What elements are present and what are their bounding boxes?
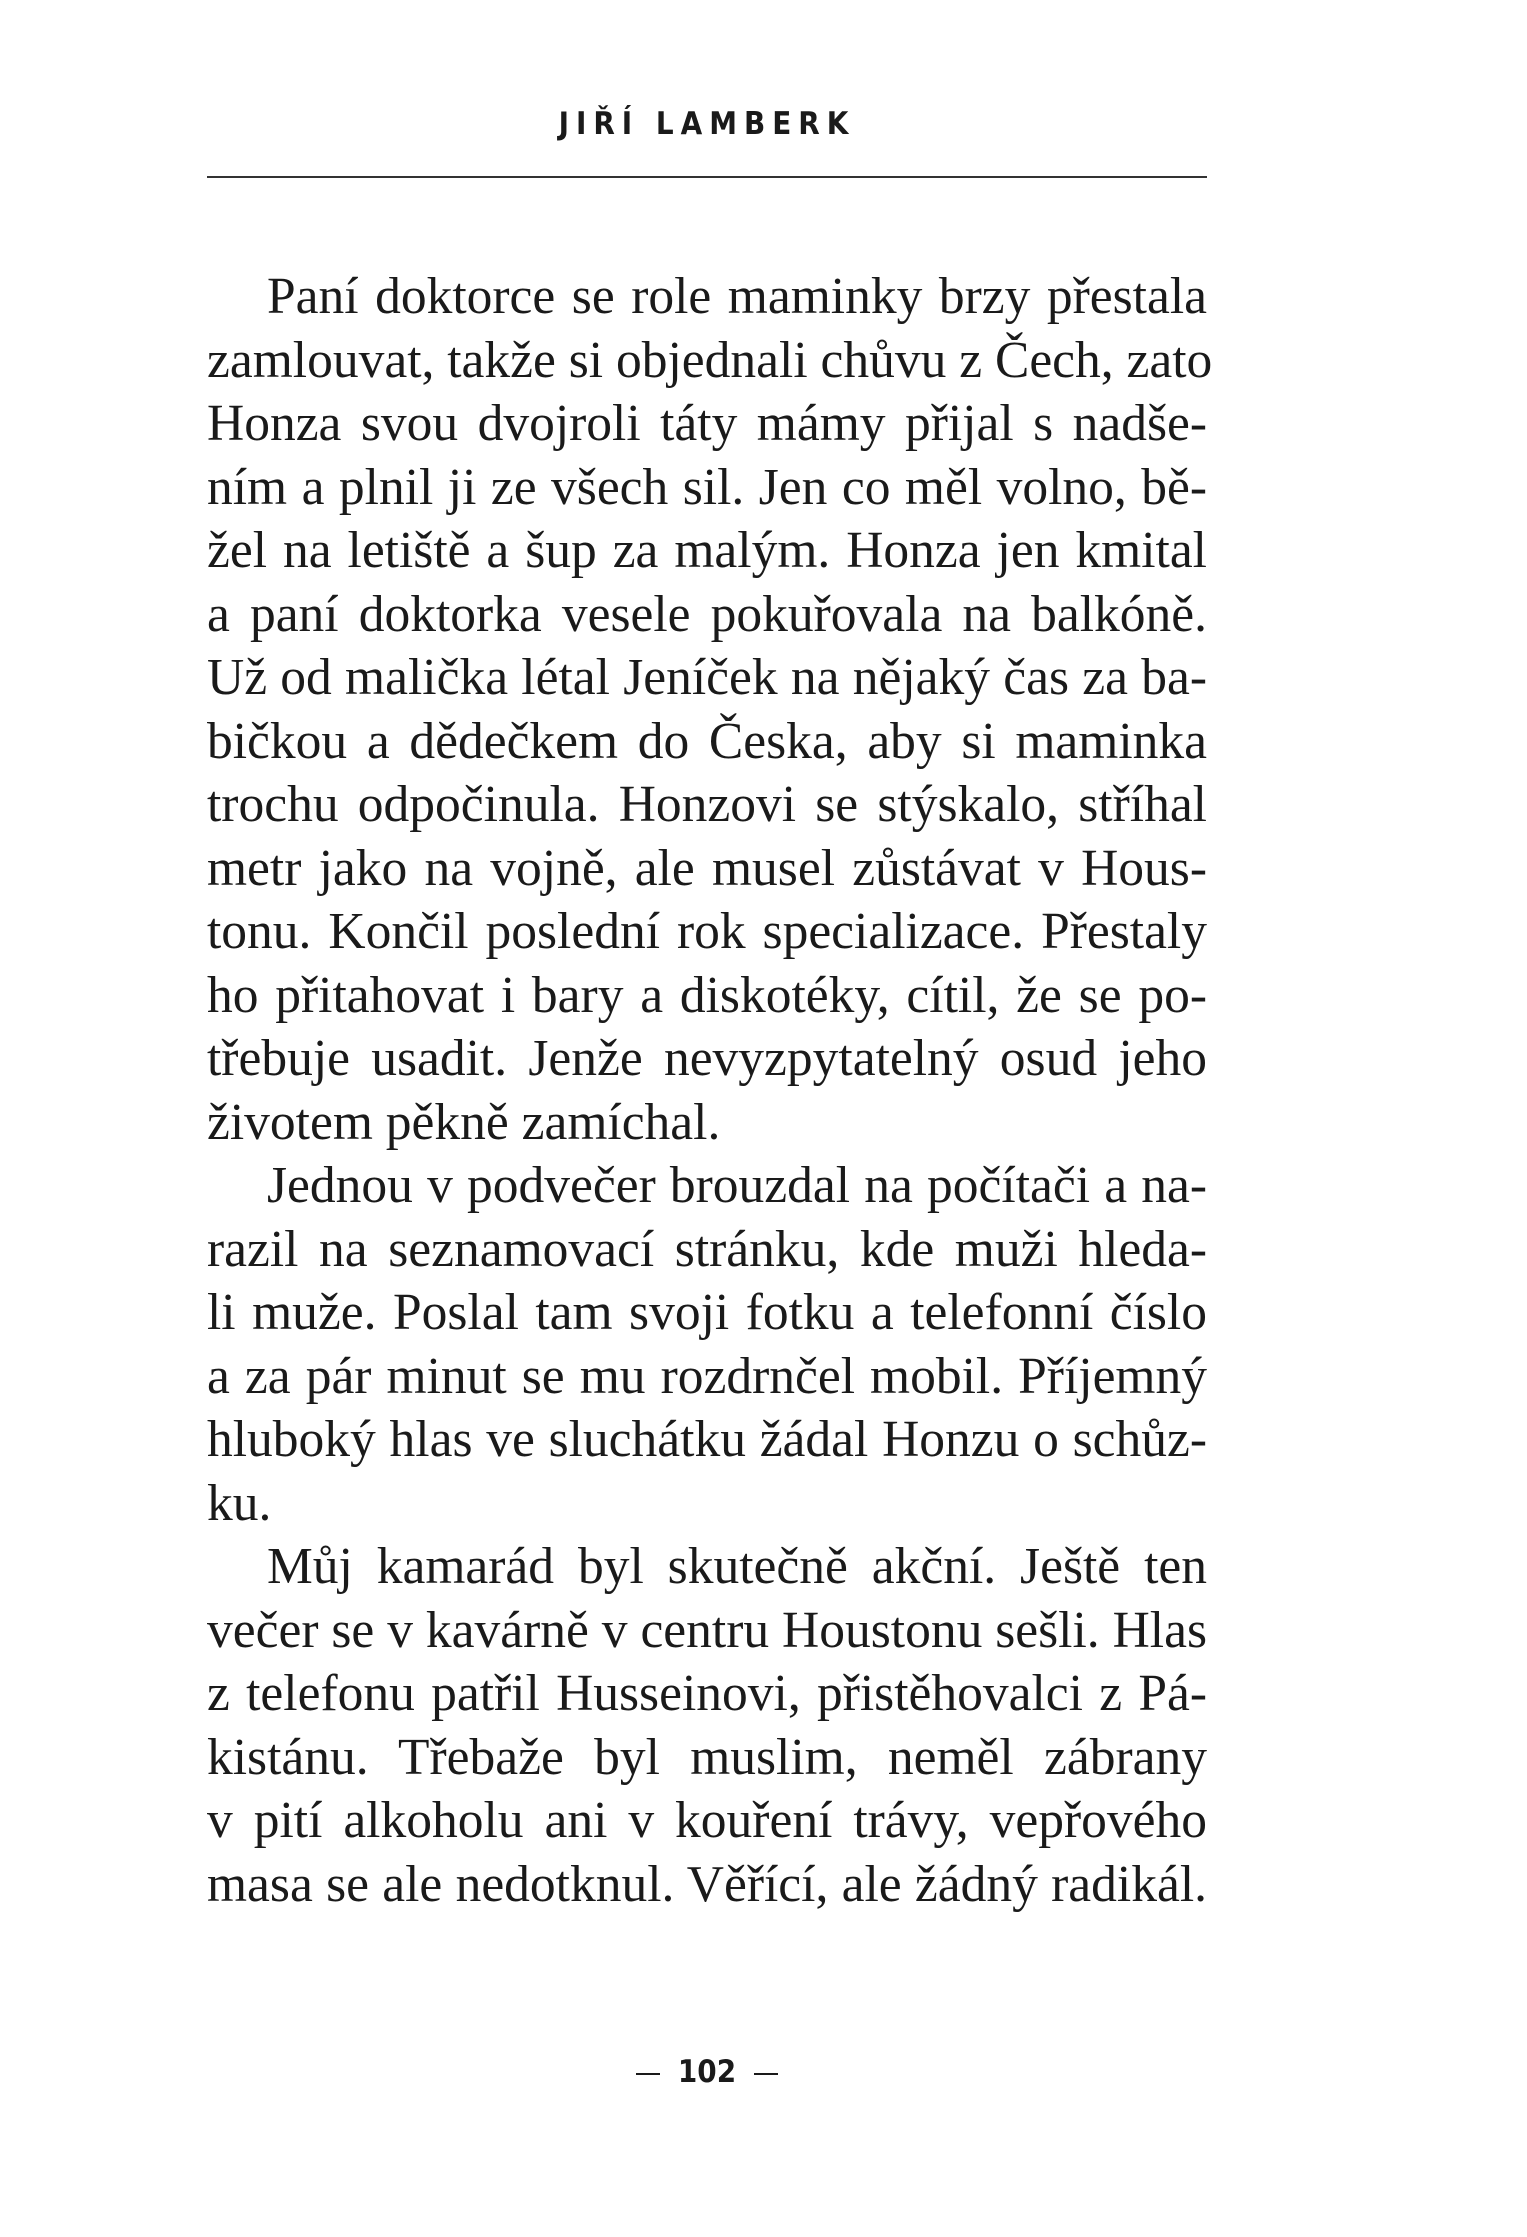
body-text bbox=[207, 265, 1213, 1916]
text-line: zamlouvat, takže si objednali chůvu z Čech, zato bbox=[207, 331, 1213, 389]
text-line: večer se v kavárně v centru Houstonu sešli. Hlas bbox=[207, 1601, 1207, 1659]
header-rule bbox=[207, 176, 1207, 178]
paragraph-3 bbox=[207, 1535, 1207, 1916]
text-line: bičkou a dědečkem do Česka, aby si maminka bbox=[207, 712, 1207, 770]
paragraph-2 bbox=[207, 1154, 1207, 1535]
paragraph-1 bbox=[207, 265, 1213, 1154]
text-line: Honza svou dvojroli táty mámy přijal s nadše- bbox=[207, 395, 1207, 452]
text-line: kistánu. Třebaže byl muslim, neměl zábrany bbox=[207, 1728, 1207, 1786]
text-line: tonu. Končil poslední rok specializace. Přestaly bbox=[207, 903, 1207, 960]
text-line: žel na letiště a šup za malým. Honza jen kmital bbox=[207, 522, 1207, 579]
text-line: ho přitahovat i bary a diskotéky, cítil, že se po- bbox=[207, 966, 1207, 1024]
text-line: ním a plnil ji ze všech sil. Jen co měl volno, bě- bbox=[207, 458, 1207, 516]
text-line: trochu odpočinula. Honzovi se stýskalo, stříhal bbox=[207, 776, 1207, 833]
page-number-value: 102 bbox=[677, 2054, 737, 2090]
text-line: Paní doktorce se role maminky brzy přestala bbox=[267, 268, 1207, 325]
text-line: životem pěkně zamíchal. bbox=[207, 1093, 721, 1151]
text-line: z telefonu patřil Husseinovi, přistěhovalci z Pá- bbox=[207, 1665, 1207, 1722]
text-line: a za pár minut se mu rozdrnčel mobil. Příjemný bbox=[207, 1347, 1207, 1405]
text-line: hluboký hlas ve sluchátku žádal Honzu o schůz- bbox=[207, 1411, 1207, 1468]
text-line: metr jako na vojně, ale musel zůstávat v Hous- bbox=[207, 839, 1207, 897]
page-number bbox=[207, 2052, 1207, 2092]
text-line: třebuje usadit. Jenže nevyzpytatelný osud jeho bbox=[207, 1030, 1207, 1087]
text-line: Můj kamarád byl skutečně akční. Ještě ten bbox=[267, 1538, 1207, 1595]
text-line: Jednou v podvečer brouzdal na počítači a na- bbox=[267, 1157, 1207, 1214]
folio-dash-right bbox=[754, 2073, 778, 2075]
running-head-author: JIŘÍ LAMBERK bbox=[558, 106, 856, 142]
text-line: a paní doktorka vesele pokuřovala na balkóně. bbox=[207, 585, 1207, 643]
text-line: v pití alkoholu ani v kouření trávy, vepřového bbox=[207, 1792, 1207, 1849]
text-line: Už od malička létal Jeníček na nějaký čas za ba- bbox=[207, 649, 1207, 706]
text-line: razil na seznamovací stránku, kde muži hleda- bbox=[207, 1220, 1207, 1278]
text-line: li muže. Poslal tam svoji fotku a telefonní číslo bbox=[207, 1284, 1207, 1341]
folio-dash-left bbox=[636, 2073, 660, 2075]
text-line: masa se ale nedotknul. Věřící, ale žádný radikál. bbox=[207, 1855, 1207, 1913]
text-line: ku. bbox=[207, 1474, 272, 1532]
